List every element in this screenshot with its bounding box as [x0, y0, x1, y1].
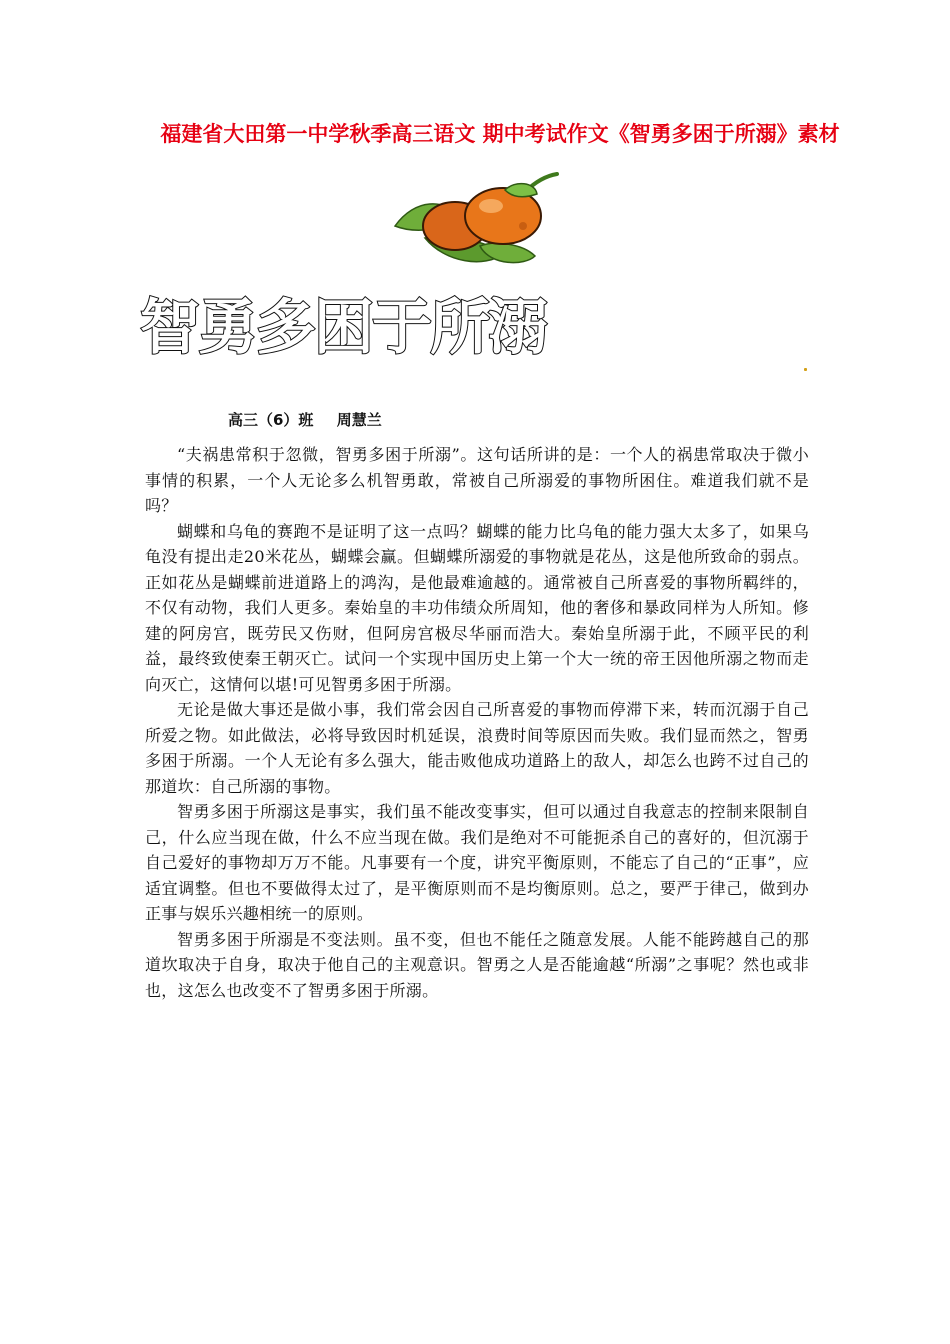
paragraph-4: 智勇多困于所溺这是事实，我们虽不能改变事实，但可以通过自我意志的控制来限制自己，什么应当现在做，什么不应当现在做。我们是绝对不可能扼杀自己的喜好的，但沉溺于自己爱好的事物却万万不能。凡事要有一个度，讲究平衡原则，不能忘了自己的“正事”，应适宜调整。但也不要做得太过了，是平衡原则而不是均衡原则。总之，要严于律己，做到办正事与娱乐兴趣相统一的原则。: [145, 802, 809, 923]
paragraph-2: 蝴蝶和乌龟的赛跑不是证明了这一点吗？蝴蝶的能力比乌龟的能力强大太多了，如果乌龟没有提出走20米花丛，蝴蝶会赢。但蝴蝶所溺爱的事物就是花丛，这是他所致命的弱点。正如花丛是蝴蝶前进道路上的鸿沟，是他最难逾越的。通常被自己所喜爱的事物所羁绊的，不仅有动物，我们人更多。秦始皇的丰功伟绩众所周知，他的奢侈和暴政同样为人所知。修建的阿房宫，既劳民又伤财，但阿房宫极尽华丽而浩大。秦始皇所溺于此，不顾平民的利益，最终致使秦王朝灭亡。试问一个实现中国历史上第一个大一统的帝王因他所溺之物而走向灭亡，这情何以堪!可见智勇多困于所溺。: [145, 521, 809, 694]
persimmon-fruit-illustration: [385, 168, 565, 268]
byline: [228, 408, 400, 432]
byline-class: 高三（6）班: [228, 411, 314, 429]
paragraph-5: 智勇多困于所溺是不变法则。虽不变，但也不能任之随意发展。人能不能跨越自己的那道坎取决于自身，取决于他自己的主观意识。智勇之人是否能逾越“所溺”之事呢？然也或非也，这怎么也改变不了智勇多困于所溺。: [145, 929, 809, 1000]
byline-author: 周慧兰: [336, 411, 382, 429]
paragraph-3: 无论是做大事还是做小事，我们常会因自己所喜爱的事物而停滞下来，转而沉溺于自己所爱之物。如此做法，必将导致因时机延误，浪费时间等原因而失败。我们显而然之，智勇多困于所溺。一个人无论有多么强大，能击败他成功道路上的敌人，却怎么也跨不过自己的那道坎：自己所溺的事物。: [145, 700, 809, 796]
paragraph-1: “夫祸患常积于忽微，智勇多困于所溺”。这句话所讲的是：一个人的祸患常取决于微小事情的积累，一个人无论多么机智勇敢，常被自己所溺爱的事物所困住。难道我们就不是吗？: [145, 445, 809, 515]
essay-body: [145, 442, 809, 1003]
decorative-dot: [804, 368, 807, 371]
artistic-title: 智勇多困于所溺: [140, 293, 546, 363]
page-title: 福建省大田第一中学秋季高三语文 期中考试作文《智勇多困于所溺》素材: [160, 122, 840, 146]
